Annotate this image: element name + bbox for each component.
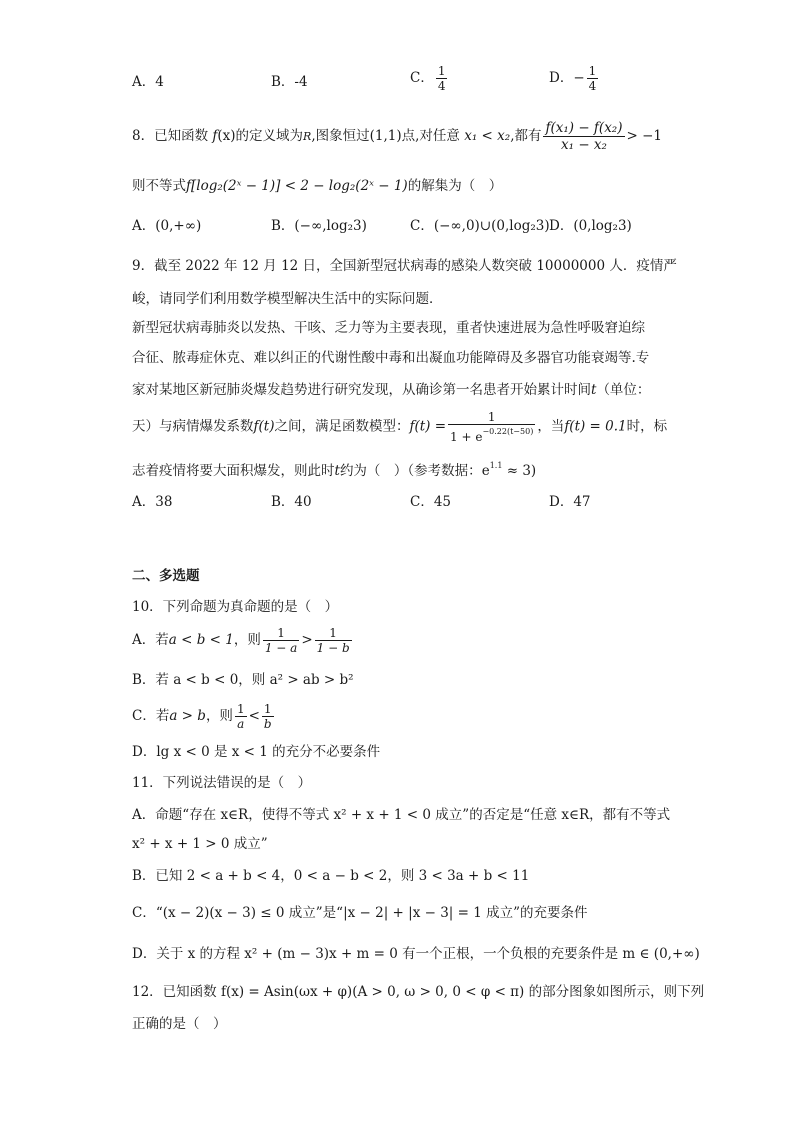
q9-line-3: 新型冠状病毒肺炎以发热、干咳、乏力等为主要表现，重者快速进展为急性呼吸窘迫综 <box>132 320 645 336</box>
q11-option-d: D．关于 x 的方程 x² + (m − 3)x + m = 0 有一个正根，一个负根的充要条件是 m ∈ (0,+∞) <box>132 946 700 962</box>
q8-stem: 8．已知函数 f(x)的定义域为R,图象恒过(1,1)点,对任意 x₁ < x₂,都有 $\frac{\text{f(x₁) − f(x₂)}}{\text{x₁ − x₂}}$ > −1 <box>132 120 663 153</box>
q9-line-1: 9．截至 2022 年 12 月 12 日，全国新型冠状病毒的感染人数突破 10000000 人．疫情严 <box>132 258 677 274</box>
q11-stem: 11．下列说法错误的是（ ） <box>132 775 312 791</box>
q7-option-b: B．-4 <box>271 74 308 90</box>
section-title-multiple-choice: 二、多选题 <box>132 568 200 584</box>
q8-inequality: 则不等式f[log₂(2ˣ − 1)] < 2 − log₂(2ˣ − 1)的解集为（ ） <box>132 178 503 194</box>
q9-option-b: B．40 <box>271 494 312 510</box>
q9-line-5: 家对某地区新冠肺炎爆发趋势进行研究发现，从确诊第一名患者开始累计时间t（单位： <box>132 382 651 398</box>
q11-option-a-line-1: A．命题“存在 x∈R，使得不等式 x² + x + 1 < 0 成立”的否定是“任意 x∈R，都有不等式 <box>132 807 671 823</box>
q9-model: 天）与病情爆发系数f(t)之间，满足函数模型：f(t) = $\frac{1}{1 + e^{-0.22(t-50)}}$ ，当f(t) = 0.1时，标 <box>132 410 668 444</box>
q11-option-a-line-2: x² + x + 1 > 0 成立” <box>132 836 268 852</box>
q10-option-c: C．若a > b，则 $\frac{1}{a}$ < $\frac{1}{b}$ <box>132 702 272 731</box>
q7-option-a: A．4 <box>132 74 164 90</box>
q7-option-c: C． $\frac{1}{4}$ <box>410 64 446 93</box>
q9-line-4: 合征、脓毒症休克、难以纠正的代谢性酸中毒和出凝血功能障碍及多器官功能衰竭等.专 <box>132 350 650 366</box>
q9-option-c: C．45 <box>410 494 452 510</box>
q10-option-b: B．若 a < b < 0，则 a² > ab > b² <box>132 672 354 688</box>
q8-option-c: C．(−∞,0)∪(0,log₂3) <box>410 218 550 234</box>
q12-stem-line-2: 正确的是（ ） <box>132 1016 227 1032</box>
q11-option-b: B．已知 2 < a + b < 4，0 < a − b < 2，则 3 < 3a + b < 11 <box>132 868 530 884</box>
q8-option-b: B．(−∞,log₂3) <box>271 218 367 234</box>
q9-question: 志着疫情将要大面积爆发，则此时t约为（ ）（参考数据：$e^{1.1} \approx 3$) <box>132 461 537 479</box>
q9-line-2: 峻，请同学们利用数学模型解决生活中的实际问题． <box>132 291 443 307</box>
q12-stem-line-1: 12．已知函数 f(x) = Asin(ωx + φ)(A > 0, ω > 0, 0 < φ < π) 的部分图象如图所示，则下列 <box>132 984 705 1000</box>
q10-option-d: D．lg x < 0 是 x < 1 的充分不必要条件 <box>132 744 381 760</box>
q11-option-c: C．“(x − 2)(x − 3) ≤ 0 成立”是“|x − 2| + |x − 3| = 1 成立”的充要条件 <box>132 905 588 921</box>
q10-stem: 10．下列命题为真命题的是（ ） <box>132 599 339 615</box>
q9-option-d: D．47 <box>549 494 591 510</box>
q7-option-d: D．− $\frac{1}{4}$ <box>549 64 597 93</box>
q8-option-d: D．(0,log₂3) <box>549 218 632 234</box>
q8-option-a: A．(0,+∞) <box>132 218 202 234</box>
q10-option-a: A．若a < b < 1，则 $\frac{1}{1 - a}$ > $\frac{1}{1 - b}$ <box>132 626 350 655</box>
q9-option-a: A．38 <box>132 494 173 510</box>
